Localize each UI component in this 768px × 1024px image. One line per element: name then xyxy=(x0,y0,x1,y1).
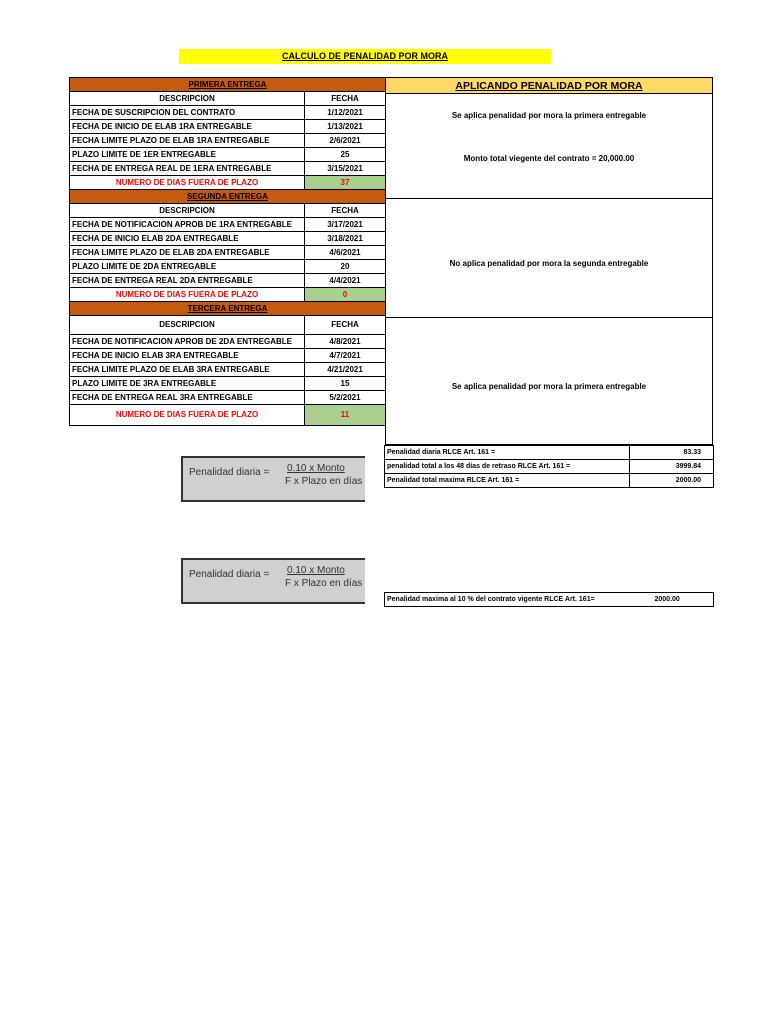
table-row xyxy=(70,274,386,288)
page-title: CALCULO DE PENALIDAD POR MORA xyxy=(179,49,551,64)
table-row xyxy=(70,377,386,391)
table-row xyxy=(70,335,386,349)
formula-label: Penalidad diaria = xyxy=(189,467,270,478)
segunda-note: No aplica penalidad por mora la segunda entregable xyxy=(449,259,649,268)
row-value[interactable]: 4/8/2021 xyxy=(305,335,386,349)
row-description[interactable]: FECHA LIMITE PLAZO DE ELAB 3RA ENTREGABLE xyxy=(70,363,305,377)
right-header: APLICANDO PENALIDAD POR MORA xyxy=(385,77,713,94)
row-value[interactable]: 1/12/2021 xyxy=(305,106,386,120)
table-row xyxy=(70,106,386,120)
penalidad-summary-table xyxy=(384,445,714,488)
penalidad-maxima-label: Penalidad maxima al 10 % del contrato vigente RLCE Art. 161= xyxy=(385,593,653,607)
segunda-note-panel xyxy=(385,199,713,318)
table-row xyxy=(70,391,386,405)
table-row xyxy=(385,593,714,607)
penalidad-maxima-table xyxy=(384,592,714,607)
table-row xyxy=(70,120,386,134)
penalidad-label: Penalidad diaria RLCE Art. 161 = xyxy=(385,446,630,460)
table-row xyxy=(70,349,386,363)
row-description[interactable]: FECHA DE SUSCRIPCION DEL CONTRATO xyxy=(70,106,305,120)
fecha-column-header: FECHA xyxy=(305,92,386,106)
row-value[interactable]: 4/7/2021 xyxy=(305,349,386,363)
dias-fuera-plazo-label: NUMERO DE DIAS FUERA DE PLAZO xyxy=(70,176,305,190)
row-value[interactable]: 3/18/2021 xyxy=(305,232,386,246)
formula-box xyxy=(181,558,365,604)
row-value[interactable]: 4/21/2021 xyxy=(305,363,386,377)
table-row xyxy=(70,246,386,260)
fecha-column-header: FECHA xyxy=(305,204,386,218)
penalidad-label: Penalidad total maxima RLCE Art. 161 = xyxy=(385,474,630,488)
row-description[interactable]: PLAZO LIMITE DE 3RA ENTREGABLE xyxy=(70,377,305,391)
descripcion-column-header: DESCRIPCION xyxy=(70,204,305,218)
dias-fuera-plazo-value[interactable]: 11 xyxy=(305,405,386,426)
table-row xyxy=(70,260,386,274)
segunda-entrega-header: SEGUNDA ENTREGA xyxy=(70,190,386,204)
row-description[interactable]: FECHA DE NOTIFICACION APROB DE 2DA ENTREGABLE xyxy=(70,335,305,349)
row-description[interactable]: FECHA DE ENTREGA REAL 3RA ENTREGABLE xyxy=(70,391,305,405)
row-description[interactable]: FECHA DE ENTREGA REAL 2DA ENTREGABLE xyxy=(70,274,305,288)
descripcion-column-header: DESCRIPCION xyxy=(70,316,305,335)
row-description[interactable]: FECHA DE NOTIFICACION APROB DE 1RA ENTREGABLE xyxy=(70,218,305,232)
row-value[interactable]: 3/17/2021 xyxy=(305,218,386,232)
row-value[interactable]: 4/4/2021 xyxy=(305,274,386,288)
row-value[interactable]: 2/6/2021 xyxy=(305,134,386,148)
row-value[interactable]: 5/2/2021 xyxy=(305,391,386,405)
table-row xyxy=(70,363,386,377)
primera-note-panel xyxy=(385,93,713,199)
tercera-entrega-header: TERCERA ENTREGA xyxy=(70,302,386,316)
penalidad-value[interactable]: 83.33 xyxy=(630,446,714,460)
row-description[interactable]: PLAZO LIMITE DE 1ER ENTREGABLE xyxy=(70,148,305,162)
table-row xyxy=(70,162,386,176)
penalidad-maxima-value[interactable]: 2000.00 xyxy=(653,593,714,607)
formula-numerator: 0.10 x Monto xyxy=(287,565,345,576)
entregas-table xyxy=(69,77,386,426)
descripcion-column-header: DESCRIPCION xyxy=(70,92,305,106)
row-description[interactable]: FECHA DE INICIO DE ELAB 1RA ENTREGABLE xyxy=(70,120,305,134)
dias-fuera-plazo-label: NUMERO DE DIAS FUERA DE PLAZO xyxy=(70,288,305,302)
row-description[interactable]: FECHA DE ENTREGA REAL DE 1ERA ENTREGABLE xyxy=(70,162,305,176)
table-row xyxy=(70,134,386,148)
table-row xyxy=(70,148,386,162)
primera-entrega-header: PRIMERA ENTREGA xyxy=(70,78,386,92)
row-value[interactable]: 25 xyxy=(305,148,386,162)
primera-note: Se aplica penalidad por mora la primera entregable xyxy=(451,111,647,120)
penalidad-value[interactable]: 3999.84 xyxy=(630,460,714,474)
tercera-note-panel xyxy=(385,318,713,445)
row-description[interactable]: FECHA LIMITE PLAZO DE ELAB 1RA ENTREGABLE xyxy=(70,134,305,148)
row-value[interactable]: 15 xyxy=(305,377,386,391)
formula-denominator: F x Plazo en días xyxy=(285,578,363,589)
row-description[interactable]: FECHA DE INICIO ELAB 2DA ENTREGABLE xyxy=(70,232,305,246)
row-value[interactable]: 20 xyxy=(305,260,386,274)
row-value[interactable]: 4/6/2021 xyxy=(305,246,386,260)
table-row xyxy=(385,474,714,488)
row-description[interactable]: PLAZO LIMITE DE 2DA ENTREGABLE xyxy=(70,260,305,274)
formula-label: Penalidad diaria = xyxy=(189,569,270,580)
formula-box xyxy=(181,456,365,502)
table-row xyxy=(70,232,386,246)
table-row xyxy=(385,460,714,474)
row-value[interactable]: 1/13/2021 xyxy=(305,120,386,134)
penalidad-label: penalidad total a los 48 días de retraso RLCE Art. 161 = xyxy=(385,460,630,474)
table-row xyxy=(70,218,386,232)
formula-denominator: F x Plazo en días xyxy=(285,476,363,487)
dias-fuera-plazo-value[interactable]: 37 xyxy=(305,176,386,190)
table-row xyxy=(385,446,714,460)
row-description[interactable]: FECHA LIMITE PLAZO DE ELAB 2DA ENTREGABLE xyxy=(70,246,305,260)
penalidad-value[interactable]: 2000.00 xyxy=(630,474,714,488)
formula-numerator: 0.10 x Monto xyxy=(287,463,345,474)
dias-fuera-plazo-label: NUMERO DE DIAS FUERA DE PLAZO xyxy=(70,405,305,426)
tercera-note: Se aplica penalidad por mora la primera entregable xyxy=(451,382,647,391)
row-description[interactable]: FECHA DE INICIO ELAB 3RA ENTREGABLE xyxy=(70,349,305,363)
row-value[interactable]: 3/15/2021 xyxy=(305,162,386,176)
dias-fuera-plazo-value[interactable]: 0 xyxy=(305,288,386,302)
monto-contrato-note: Monto total viegente del contrato = 20,000.00 xyxy=(463,154,635,163)
fecha-column-header: FECHA xyxy=(305,316,386,335)
